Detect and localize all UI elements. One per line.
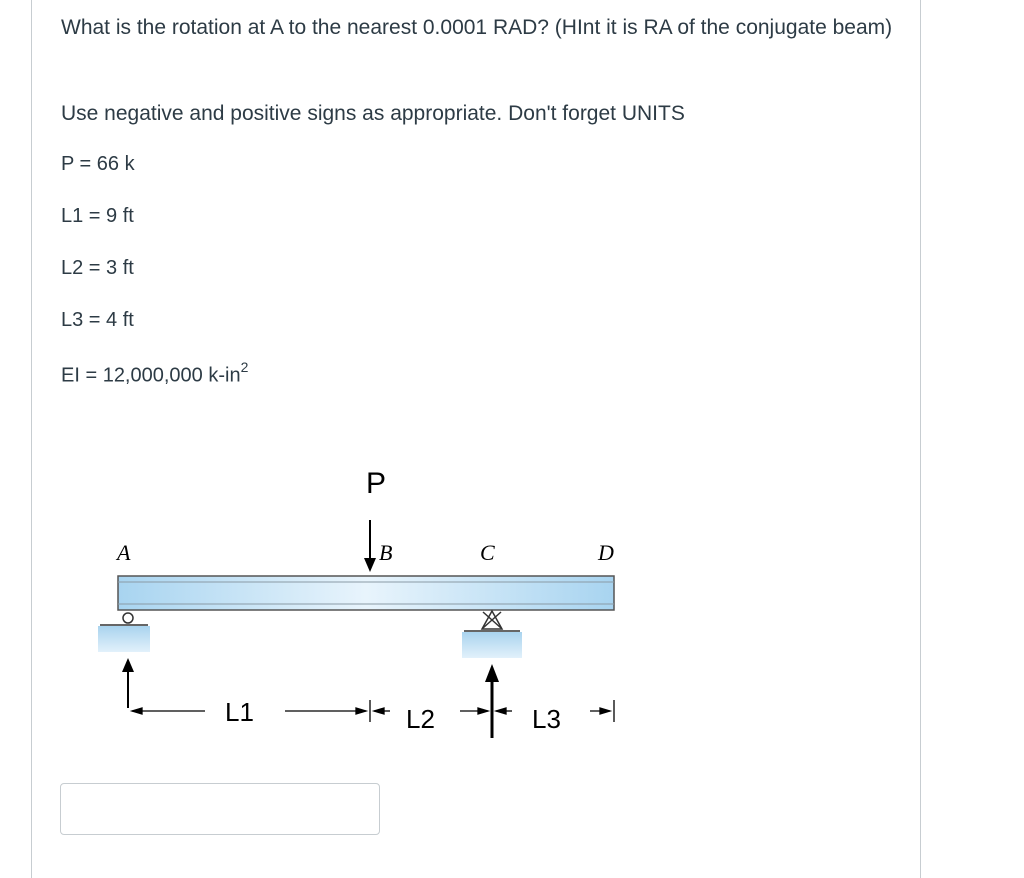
roller-support-a: [98, 613, 150, 652]
label-b: B: [379, 540, 393, 565]
ei-exponent: 2: [240, 359, 249, 375]
load-arrow: [364, 520, 376, 572]
param-p: P = 66 k: [61, 153, 135, 175]
dim-label-l2: L2: [406, 704, 435, 734]
beam-diagram: [0, 440, 700, 750]
param-l3: L3 = 4 ft: [61, 309, 134, 331]
ei-value: EI = 12,000,000 k-in: [61, 364, 241, 387]
question-text: What is the rotation at A to the nearest 0.0001 RAD? (HInt it is RA of the conjugate beam): [61, 16, 893, 39]
beam: [118, 576, 614, 610]
label-d: D: [598, 540, 614, 565]
param-ei: [61, 361, 248, 388]
label-c: C: [480, 540, 495, 565]
reaction-arrow-a: [122, 658, 134, 708]
param-l1: L1 = 9 ft: [61, 205, 134, 227]
answer-input[interactable]: [60, 783, 380, 835]
dim-label-l3: L3: [532, 704, 561, 734]
sign-instruction: Use negative and positive signs as appropriate. Don't forget UNITS: [61, 102, 685, 125]
pin-support-c: [462, 611, 522, 658]
reaction-arrow-c: [485, 664, 499, 738]
load-label: P: [366, 467, 387, 500]
param-l2: L2 = 3 ft: [61, 257, 134, 279]
label-a: A: [117, 540, 131, 565]
dim-label-l1: L1: [225, 697, 254, 727]
